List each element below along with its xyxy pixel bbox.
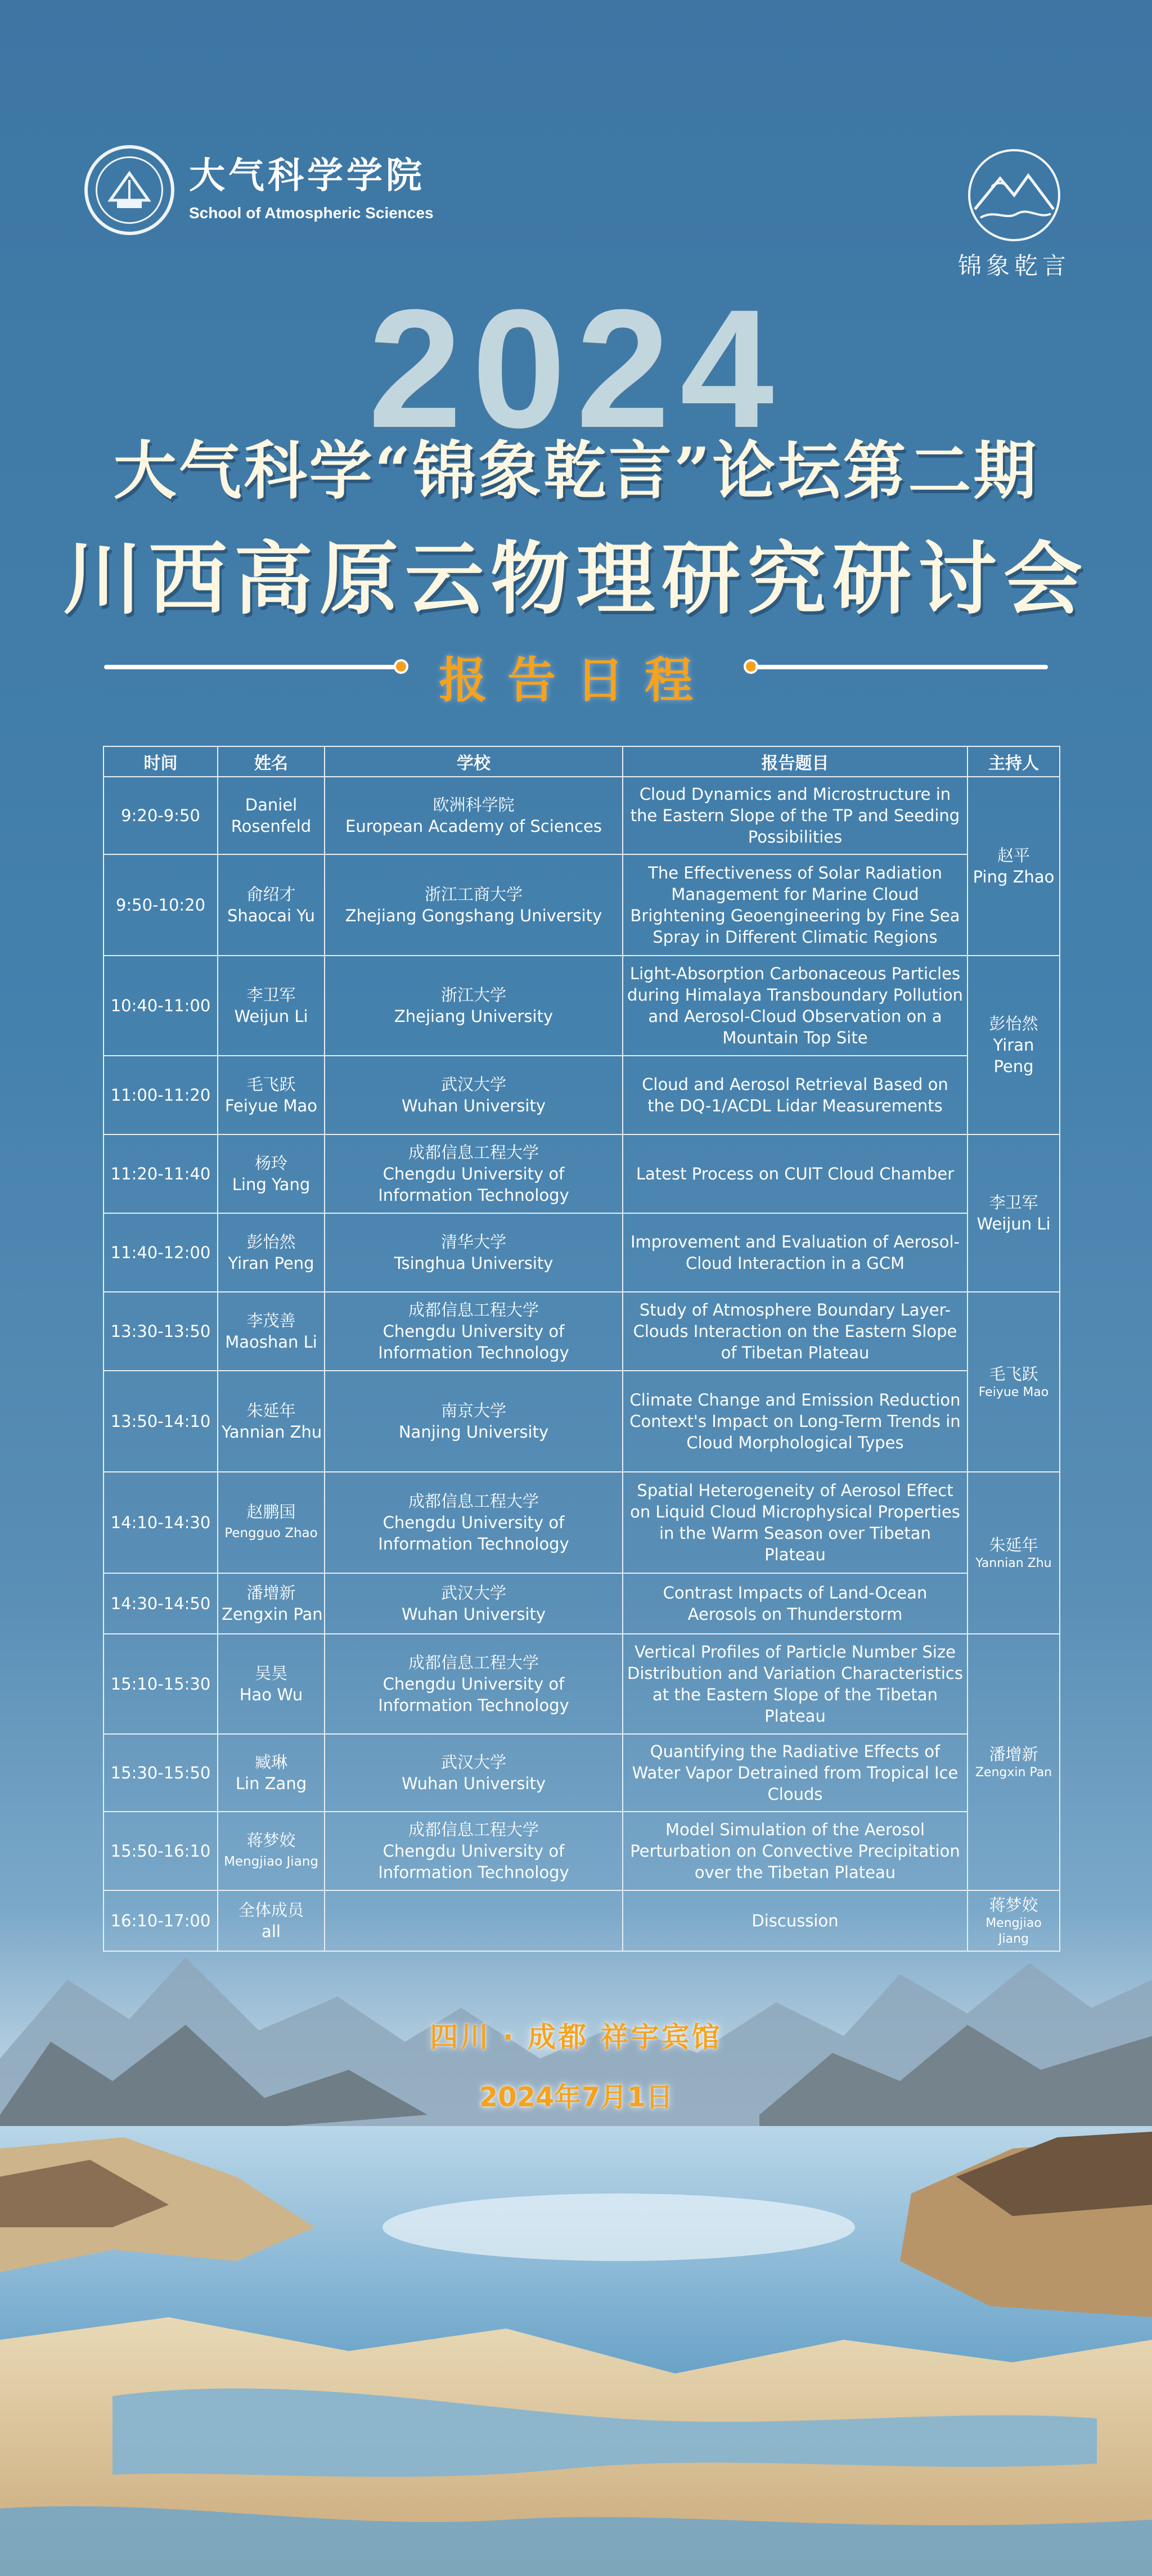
school-cell bbox=[325, 1292, 623, 1371]
speaker-cell bbox=[218, 1056, 325, 1134]
host-cell bbox=[968, 956, 1060, 1134]
host-cn: 潘增新 bbox=[989, 1745, 1038, 1764]
speaker-cn: Daniel bbox=[245, 795, 298, 814]
speaker-cell bbox=[218, 1890, 325, 1951]
school-cn: 成都信息工程大学 bbox=[408, 1820, 539, 1839]
school-name-en: School of Atmospheric Sciences bbox=[189, 204, 434, 222]
table-row bbox=[104, 1213, 1060, 1292]
table-row bbox=[104, 1812, 1060, 1890]
school-cell bbox=[325, 1134, 623, 1213]
host-cell bbox=[968, 777, 1060, 956]
header-school: 学校 bbox=[325, 746, 623, 777]
schedule-table bbox=[103, 746, 1060, 1952]
speaker-en: Lin Zang bbox=[235, 1774, 307, 1793]
school-cn: 成都信息工程大学 bbox=[408, 1492, 539, 1511]
school-cell bbox=[325, 1573, 623, 1634]
seminar-title: 川西高原云物理研究研讨会 bbox=[62, 533, 1089, 625]
host-en: Weijun Li bbox=[976, 1214, 1051, 1233]
talk-title-cell: Quantifying the Radiative Effects of Water Vapor Detrained from Tropical Ice Clouds bbox=[623, 1734, 968, 1812]
school-cell bbox=[325, 1213, 623, 1292]
time-cell: 15:30-15:50 bbox=[104, 1734, 218, 1812]
table-row bbox=[104, 1292, 1060, 1371]
school-cell bbox=[325, 854, 623, 956]
school-en: Chengdu University of bbox=[382, 1674, 565, 1694]
speaker-en: Ling Yang bbox=[232, 1175, 310, 1194]
talk-title-cell: The Effectiveness of Solar Radiation Management for Marine Cloud Brightening Geoengineering by Fine Sea Spray in Different Climatic Regions bbox=[623, 854, 968, 956]
table-row bbox=[104, 1634, 1060, 1734]
school-en-line2: Information Technology bbox=[378, 1343, 569, 1362]
school-cn: 成都信息工程大学 bbox=[408, 1300, 539, 1319]
speaker-cell bbox=[218, 1634, 325, 1734]
school-cn: 成都信息工程大学 bbox=[408, 1653, 539, 1672]
talk-title-cell: Latest Process on CUIT Cloud Chamber bbox=[623, 1134, 968, 1213]
talk-title-cell: Cloud Dynamics and Microstructure in the Eastern Slope of the TP and Seeding Possibilities bbox=[623, 777, 968, 854]
school-cell bbox=[325, 1634, 623, 1734]
host-cn: 毛飞跃 bbox=[989, 1364, 1038, 1384]
school-en: Zhejiang Gongshang University bbox=[345, 906, 602, 925]
talk-title-cell: Improvement and Evaluation of Aerosol-Cloud Interaction in a GCM bbox=[623, 1213, 968, 1292]
speaker-cell bbox=[218, 854, 325, 956]
venue-text: 四川 · 成都 祥宇宾馆 bbox=[430, 2021, 722, 2053]
speaker-en: Rosenfeld bbox=[231, 817, 312, 836]
time-cell: 11:00-11:20 bbox=[104, 1056, 218, 1134]
speaker-cell bbox=[218, 1292, 325, 1371]
speaker-en: Zengxin Pan bbox=[222, 1605, 323, 1624]
schedule-heading: 报告日程 bbox=[439, 652, 713, 709]
table-row bbox=[104, 854, 1060, 956]
school-cn: 武汉大学 bbox=[440, 1753, 506, 1772]
header-host: 主持人 bbox=[968, 746, 1060, 777]
school-en: Zhejiang University bbox=[394, 1007, 554, 1026]
speaker-cn: 毛飞跃 bbox=[246, 1075, 296, 1094]
speaker-en: all bbox=[262, 1922, 281, 1941]
forum-logo-text: 锦象乾言 bbox=[957, 252, 1070, 280]
time-cell: 14:10-14:30 bbox=[104, 1472, 218, 1573]
school-cn: 南京大学 bbox=[440, 1401, 506, 1420]
host-cell bbox=[968, 1890, 1060, 1951]
divider-right bbox=[755, 665, 1048, 669]
school-en-line2: Information Technology bbox=[378, 1863, 569, 1882]
table-row bbox=[104, 1890, 1060, 1951]
event-date: 2024年7月1日 bbox=[479, 2082, 673, 2113]
school-en-line2: Information Technology bbox=[378, 1534, 569, 1553]
school-cell bbox=[325, 1812, 623, 1890]
school-en: Nanjing University bbox=[398, 1422, 549, 1442]
speaker-cell bbox=[218, 777, 325, 854]
time-cell: 13:30-13:50 bbox=[104, 1292, 218, 1371]
header-title: 报告题目 bbox=[623, 746, 968, 777]
school-cn: 清华大学 bbox=[440, 1232, 506, 1251]
time-cell: 13:50-14:10 bbox=[104, 1371, 218, 1472]
forum-logo bbox=[950, 147, 1079, 281]
host-en: Feiyue Mao bbox=[978, 1385, 1049, 1399]
school-logo bbox=[84, 145, 434, 235]
speaker-en: Mengjiao Jiang bbox=[224, 1854, 318, 1869]
talk-title-cell: Study of Atmosphere Boundary Layer-Clouds Interaction on the Eastern Slope of Tibetan Plateau bbox=[623, 1292, 968, 1371]
speaker-cell bbox=[218, 1812, 325, 1890]
school-seal-icon bbox=[84, 145, 174, 235]
host-en: Yiran Peng bbox=[993, 1035, 1034, 1076]
school-en: Chengdu University of bbox=[382, 1164, 565, 1183]
table-row bbox=[104, 1056, 1060, 1134]
header-name: 姓名 bbox=[218, 746, 325, 777]
speaker-en: Shaocai Yu bbox=[227, 906, 316, 925]
table-row bbox=[104, 1134, 1060, 1213]
host-cn: 朱延年 bbox=[989, 1535, 1038, 1555]
school-cn: 浙江工商大学 bbox=[424, 885, 523, 904]
time-cell: 11:40-12:00 bbox=[104, 1213, 218, 1292]
host-cell bbox=[968, 1472, 1060, 1634]
time-cell: 9:20-9:50 bbox=[104, 777, 218, 854]
table-header-row bbox=[104, 746, 1060, 777]
host-en: Yannian Zhu bbox=[975, 1556, 1052, 1570]
speaker-cn: 彭怡然 bbox=[246, 1232, 296, 1251]
school-cn: 欧洲科学院 bbox=[433, 795, 515, 814]
speaker-cn: 蒋梦姣 bbox=[246, 1831, 296, 1850]
host-en: Ping Zhao bbox=[973, 867, 1055, 886]
school-cell bbox=[325, 1472, 623, 1573]
school-en: Wuhan University bbox=[401, 1096, 546, 1115]
time-cell: 15:50-16:10 bbox=[104, 1812, 218, 1890]
time-cell: 15:10-15:30 bbox=[104, 1634, 218, 1734]
mountain-lake-illustration bbox=[0, 1912, 1152, 2576]
school-en: Wuhan University bbox=[401, 1774, 546, 1793]
table-row bbox=[104, 956, 1060, 1056]
school-cn: 武汉大学 bbox=[440, 1075, 506, 1094]
host-cn: 彭怡然 bbox=[989, 1014, 1038, 1033]
speaker-en: Feiyue Mao bbox=[224, 1096, 318, 1115]
table-row bbox=[104, 777, 1060, 854]
speaker-cell bbox=[218, 956, 325, 1056]
speaker-en: Pengguo Zhao bbox=[224, 1526, 318, 1541]
speaker-cell bbox=[218, 1213, 325, 1292]
host-cn: 赵平 bbox=[997, 846, 1030, 865]
talk-title-cell: Model Simulation of the Aerosol Perturbation on Convective Precipitation over the Tibetan Plateau bbox=[623, 1812, 968, 1890]
talk-title-cell: Discussion bbox=[623, 1890, 968, 1951]
school-en-line2: Information Technology bbox=[378, 1696, 569, 1715]
time-cell: 9:50-10:20 bbox=[104, 854, 218, 956]
speaker-cell bbox=[218, 1734, 325, 1812]
speaker-en: Weijun Li bbox=[234, 1007, 308, 1026]
school-cell bbox=[325, 956, 623, 1056]
school-en: Chengdu University of bbox=[382, 1322, 565, 1341]
host-cell bbox=[968, 1292, 1060, 1472]
host-en: Mengjiao Jiang bbox=[986, 1916, 1042, 1946]
school-cell bbox=[325, 1056, 623, 1134]
speaker-cn: 李卫军 bbox=[246, 985, 296, 1005]
school-en: European Academy of Sciences bbox=[345, 817, 602, 836]
table-row bbox=[104, 1573, 1060, 1634]
speaker-cn: 臧琳 bbox=[254, 1753, 287, 1772]
talk-title-cell: Climate Change and Emission Reduction Context's Impact on Long-Term Trends in Cloud Morphological Types bbox=[623, 1371, 968, 1472]
host-cell bbox=[968, 1134, 1060, 1292]
speaker-cn: 赵鹏国 bbox=[246, 1502, 296, 1521]
time-cell: 10:40-11:00 bbox=[104, 956, 218, 1056]
school-en: Chengdu University of bbox=[382, 1513, 565, 1532]
speaker-cell bbox=[218, 1472, 325, 1573]
forum-mountain-cloud-icon bbox=[961, 147, 1068, 243]
speaker-cell bbox=[218, 1371, 325, 1472]
host-en: Zengxin Pan bbox=[975, 1766, 1052, 1780]
school-cell bbox=[325, 1734, 623, 1812]
header-time: 时间 bbox=[104, 746, 218, 777]
speaker-cn: 朱延年 bbox=[246, 1401, 296, 1420]
school-en-line2: Information Technology bbox=[378, 1186, 569, 1205]
school-cell bbox=[325, 777, 623, 854]
speaker-cn: 吴昊 bbox=[254, 1664, 287, 1683]
school-en: Tsinghua University bbox=[394, 1254, 554, 1273]
speaker-cn: 潘增新 bbox=[246, 1583, 296, 1602]
table-row bbox=[104, 1734, 1060, 1812]
year-watermark: 2024 bbox=[368, 274, 784, 463]
school-cn: 武汉大学 bbox=[440, 1583, 506, 1602]
speaker-cn: 李茂善 bbox=[246, 1311, 296, 1330]
speaker-en: Hao Wu bbox=[239, 1685, 303, 1704]
speaker-cell bbox=[218, 1134, 325, 1213]
talk-title-cell: Cloud and Aerosol Retrieval Based on the DQ-1/ACDL Lidar Measurements bbox=[623, 1056, 968, 1134]
host-cn: 蒋梦姣 bbox=[989, 1895, 1038, 1915]
forum-title: 大气科学“锦象乾言”论坛第二期 bbox=[113, 434, 1039, 508]
table-row bbox=[104, 1371, 1060, 1472]
speaker-cell bbox=[218, 1573, 325, 1634]
talk-title-cell: Contrast Impacts of Land-Ocean Aerosols on Thunderstorm bbox=[623, 1573, 968, 1634]
time-cell: 16:10-17:00 bbox=[104, 1890, 218, 1951]
time-cell: 14:30-14:50 bbox=[104, 1573, 218, 1634]
speaker-cn: 杨玲 bbox=[254, 1154, 287, 1173]
time-cell: 11:20-11:40 bbox=[104, 1134, 218, 1213]
host-cell bbox=[968, 1634, 1060, 1890]
school-en: Wuhan University bbox=[401, 1605, 546, 1624]
talk-title-cell: Spatial Heterogeneity of Aerosol Effect on Liquid Cloud Microphysical Properties in the Warm Season over Tibetan Plateau bbox=[623, 1472, 968, 1573]
school-en: Chengdu University of bbox=[382, 1841, 565, 1861]
host-cn: 李卫军 bbox=[989, 1193, 1038, 1212]
talk-title-cell: Vertical Profiles of Particle Number Size Distribution and Variation Characteristics at the Eastern Slope of the Tibetan Plateau bbox=[623, 1634, 968, 1734]
school-cn: 成都信息工程大学 bbox=[408, 1143, 539, 1162]
table-row bbox=[104, 1472, 1060, 1573]
speaker-en: Maoshan Li bbox=[225, 1332, 317, 1352]
speaker-en: Yiran Peng bbox=[228, 1254, 314, 1273]
speaker-cn: 全体成员 bbox=[238, 1901, 304, 1920]
school-cell bbox=[325, 1371, 623, 1472]
subtitle-banner bbox=[104, 641, 1048, 709]
speaker-en: Yannian Zhu bbox=[222, 1422, 322, 1442]
school-name-cn: 大气科学学院 bbox=[189, 155, 425, 197]
school-cn: 浙江大学 bbox=[440, 985, 506, 1005]
speaker-cn: 俞绍才 bbox=[246, 885, 296, 904]
talk-title-cell: Light-Absorption Carbonaceous Particles during Himalaya Transboundary Pollution and Aerosol-Cloud Observation on a Mountain Top Site bbox=[623, 956, 968, 1056]
school-cell bbox=[325, 1890, 623, 1951]
